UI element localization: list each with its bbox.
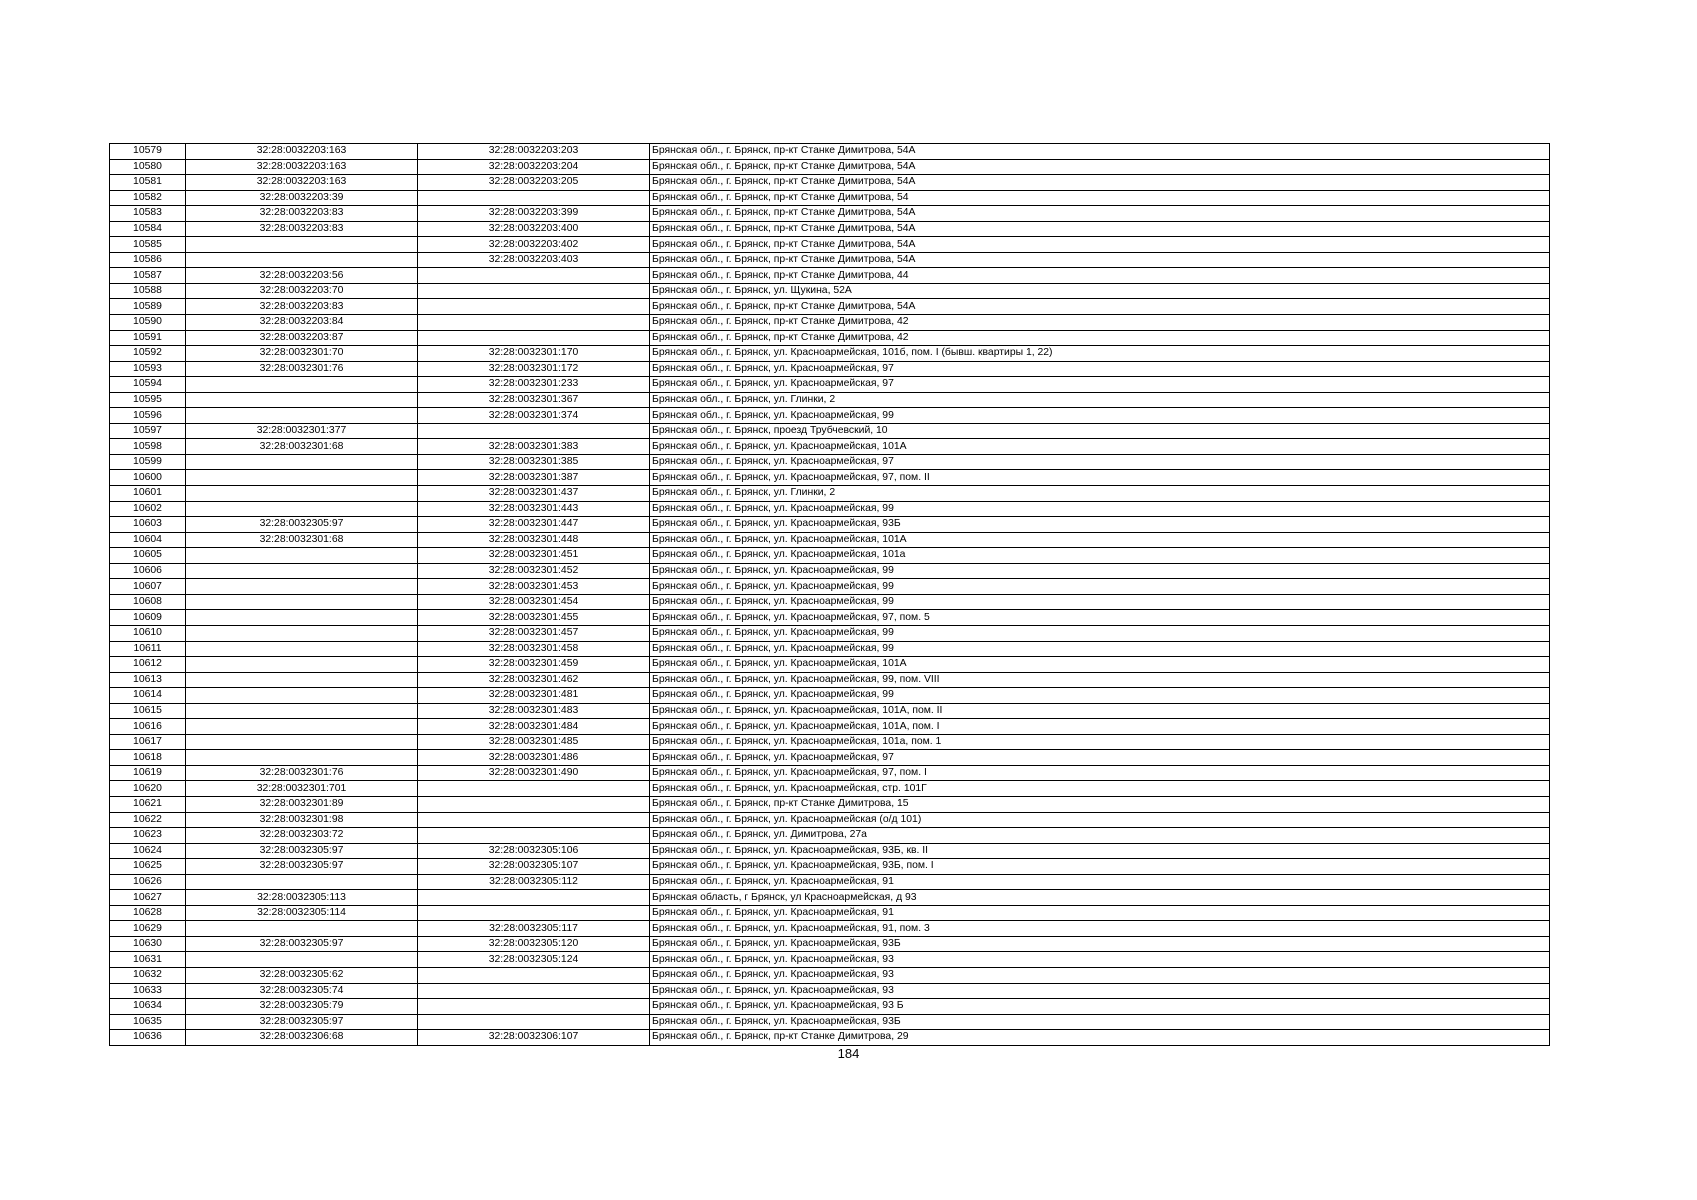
row-number-cell: 10607: [110, 579, 186, 595]
row-number-cell: 10606: [110, 563, 186, 579]
cadastral-number-cell: 32:28:0032305:97: [186, 936, 418, 952]
table-row: [110, 237, 1550, 253]
cadastral-number-cell: 32:28:0032301:76: [186, 765, 418, 781]
cadastral-number-cell: [186, 501, 418, 517]
row-number-cell: 10610: [110, 625, 186, 641]
cadastral-number-cell: 32:28:0032301:68: [186, 439, 418, 455]
object-cadastral-number-cell: 32:28:0032301:374: [418, 408, 650, 424]
row-number-cell: 10628: [110, 905, 186, 921]
address-cell: Брянская обл., г. Брянск, пр-кт Станке Димитрова, 54А: [650, 299, 1550, 315]
table-row: [110, 874, 1550, 890]
cadastral-number-cell: [186, 610, 418, 626]
cadastral-number-cell: 32:28:0032305:114: [186, 905, 418, 921]
table-row: [110, 688, 1550, 704]
row-number-cell: 10580: [110, 159, 186, 175]
table-row: [110, 641, 1550, 657]
object-cadastral-number-cell: [418, 423, 650, 439]
address-cell: Брянская обл., г. Брянск, ул. Красноармейская, 99: [650, 408, 1550, 424]
object-cadastral-number-cell: 32:28:0032301:233: [418, 377, 650, 393]
table-row: [110, 952, 1550, 968]
table-row: [110, 423, 1550, 439]
table-row: [110, 657, 1550, 673]
cadastral-number-cell: 32:28:0032305:97: [186, 859, 418, 875]
row-number-cell: 10593: [110, 361, 186, 377]
object-cadastral-number-cell: 32:28:0032203:203: [418, 144, 650, 160]
cadastral-number-cell: [186, 252, 418, 268]
address-cell: Брянская обл., г. Брянск, проезд Трубчевский, 10: [650, 423, 1550, 439]
row-number-cell: 10596: [110, 408, 186, 424]
cadastral-number-cell: [186, 641, 418, 657]
cadastral-number-cell: [186, 734, 418, 750]
cadastral-number-cell: 32:28:0032305:97: [186, 517, 418, 533]
row-number-cell: 10630: [110, 936, 186, 952]
table-row: [110, 563, 1550, 579]
table-row: [110, 190, 1550, 206]
object-cadastral-number-cell: [418, 905, 650, 921]
object-cadastral-number-cell: 32:28:0032301:451: [418, 548, 650, 564]
object-cadastral-number-cell: 32:28:0032203:400: [418, 221, 650, 237]
table-row: [110, 625, 1550, 641]
address-cell: Брянская обл., г. Брянск, пр-кт Станке Димитрова, 42: [650, 315, 1550, 331]
address-cell: Брянская обл., г. Брянск, ул. Глинки, 2: [650, 392, 1550, 408]
table-row: [110, 486, 1550, 502]
row-number-cell: 10623: [110, 828, 186, 844]
cadastral-number-cell: 32:28:0032305:79: [186, 999, 418, 1015]
cadastral-number-cell: 32:28:0032301:68: [186, 532, 418, 548]
object-cadastral-number-cell: 32:28:0032203:204: [418, 159, 650, 175]
cadastral-number-cell: 32:28:0032305:97: [186, 843, 418, 859]
table-row: [110, 1014, 1550, 1030]
cadastral-number-cell: [186, 750, 418, 766]
address-cell: Брянская область, г Брянск, ул Красноармейская, д 93: [650, 890, 1550, 906]
cadastral-number-cell: 32:28:0032305:74: [186, 983, 418, 999]
table-row: [110, 983, 1550, 999]
cadastral-number-cell: 32:28:0032301:70: [186, 346, 418, 362]
address-cell: Брянская обл., г. Брянск, ул. Щукина, 52А: [650, 283, 1550, 299]
table-row: [110, 377, 1550, 393]
cadastral-number-cell: 32:28:0032301:76: [186, 361, 418, 377]
address-cell: Брянская обл., г. Брянск, пр-кт Станке Димитрова, 54А: [650, 159, 1550, 175]
address-cell: Брянская обл., г. Брянск, ул. Красноармейская, 101А: [650, 657, 1550, 673]
address-cell: Брянская обл., г. Брянск, ул. Красноармейская, 99, пом. VIII: [650, 672, 1550, 688]
table-row: [110, 361, 1550, 377]
object-cadastral-number-cell: [418, 796, 650, 812]
address-cell: Брянская обл., г. Брянск, ул. Красноармейская, 99: [650, 563, 1550, 579]
object-cadastral-number-cell: 32:28:0032301:484: [418, 719, 650, 735]
object-cadastral-number-cell: 32:28:0032301:385: [418, 454, 650, 470]
object-cadastral-number-cell: 32:28:0032301:387: [418, 470, 650, 486]
cadastral-number-cell: [186, 579, 418, 595]
row-number-cell: 10585: [110, 237, 186, 253]
object-cadastral-number-cell: 32:28:0032203:205: [418, 175, 650, 191]
address-cell: Брянская обл., г. Брянск, ул. Красноармейская, 99: [650, 625, 1550, 641]
object-cadastral-number-cell: [418, 967, 650, 983]
row-number-cell: 10600: [110, 470, 186, 486]
object-cadastral-number-cell: 32:28:0032305:124: [418, 952, 650, 968]
object-cadastral-number-cell: 32:28:0032301:448: [418, 532, 650, 548]
table-row: [110, 672, 1550, 688]
cadastral-number-cell: 32:28:0032203:70: [186, 283, 418, 299]
address-cell: Брянская обл., г. Брянск, ул. Красноармейская, 99: [650, 579, 1550, 595]
table-row: [110, 206, 1550, 222]
registry-table: [109, 143, 1550, 1046]
address-cell: Брянская обл., г. Брянск, ул. Красноармейская, 97: [650, 361, 1550, 377]
address-cell: Брянская обл., г. Брянск, пр-кт Станке Димитрова, 54: [650, 190, 1550, 206]
cadastral-number-cell: [186, 874, 418, 890]
cadastral-number-cell: [186, 563, 418, 579]
address-cell: Брянская обл., г. Брянск, ул. Красноармейская, 101А, пом. I: [650, 719, 1550, 735]
address-cell: Брянская обл., г. Брянск, ул. Красноармейская, 93: [650, 952, 1550, 968]
row-number-cell: 10588: [110, 283, 186, 299]
object-cadastral-number-cell: 32:28:0032203:402: [418, 237, 650, 253]
object-cadastral-number-cell: 32:28:0032301:443: [418, 501, 650, 517]
object-cadastral-number-cell: 32:28:0032301:455: [418, 610, 650, 626]
table-row: [110, 594, 1550, 610]
address-cell: Брянская обл., г. Брянск, пр-кт Станке Димитрова, 29: [650, 1030, 1550, 1046]
row-number-cell: 10617: [110, 734, 186, 750]
cadastral-number-cell: 32:28:0032203:87: [186, 330, 418, 346]
object-cadastral-number-cell: 32:28:0032305:107: [418, 859, 650, 875]
object-cadastral-number-cell: [418, 283, 650, 299]
table-row: [110, 159, 1550, 175]
row-number-cell: 10602: [110, 501, 186, 517]
table-row: [110, 283, 1550, 299]
object-cadastral-number-cell: [418, 268, 650, 284]
table-row: [110, 734, 1550, 750]
object-cadastral-number-cell: 32:28:0032305:120: [418, 936, 650, 952]
row-number-cell: 10632: [110, 967, 186, 983]
row-number-cell: 10616: [110, 719, 186, 735]
cadastral-number-cell: [186, 237, 418, 253]
row-number-cell: 10612: [110, 657, 186, 673]
row-number-cell: 10595: [110, 392, 186, 408]
address-cell: Брянская обл., г. Брянск, ул. Красноармейская, 93 Б: [650, 999, 1550, 1015]
table-row: [110, 408, 1550, 424]
object-cadastral-number-cell: [418, 812, 650, 828]
object-cadastral-number-cell: 32:28:0032301:383: [418, 439, 650, 455]
object-cadastral-number-cell: [418, 299, 650, 315]
table-row: [110, 315, 1550, 331]
object-cadastral-number-cell: [418, 190, 650, 206]
row-number-cell: 10611: [110, 641, 186, 657]
address-cell: Брянская обл., г. Брянск, ул. Димитрова, 27а: [650, 828, 1550, 844]
row-number-cell: 10586: [110, 252, 186, 268]
address-cell: Брянская обл., г. Брянск, ул. Красноармейская, 101б, пом. I (бывш. квартиры 1, 22): [650, 346, 1550, 362]
object-cadastral-number-cell: 32:28:0032203:403: [418, 252, 650, 268]
row-number-cell: 10583: [110, 206, 186, 222]
object-cadastral-number-cell: 32:28:0032301:453: [418, 579, 650, 595]
cadastral-number-cell: 32:28:0032301:89: [186, 796, 418, 812]
cadastral-number-cell: [186, 470, 418, 486]
cadastral-number-cell: [186, 672, 418, 688]
object-cadastral-number-cell: 32:28:0032301:486: [418, 750, 650, 766]
row-number-cell: 10627: [110, 890, 186, 906]
cadastral-number-cell: [186, 377, 418, 393]
row-number-cell: 10614: [110, 688, 186, 704]
table-row: [110, 548, 1550, 564]
address-cell: Брянская обл., г. Брянск, пр-кт Станке Димитрова, 44: [650, 268, 1550, 284]
row-number-cell: 10615: [110, 703, 186, 719]
address-cell: Брянская обл., г. Брянск, ул. Красноармейская, стр. 101Г: [650, 781, 1550, 797]
cadastral-number-cell: [186, 594, 418, 610]
cadastral-number-cell: 32:28:0032203:56: [186, 268, 418, 284]
row-number-cell: 10594: [110, 377, 186, 393]
cadastral-number-cell: 32:28:0032305:97: [186, 1014, 418, 1030]
row-number-cell: 10589: [110, 299, 186, 315]
cadastral-number-cell: 32:28:0032306:68: [186, 1030, 418, 1046]
address-cell: Брянская обл., г. Брянск, пр-кт Станке Димитрова, 42: [650, 330, 1550, 346]
object-cadastral-number-cell: [418, 315, 650, 331]
row-number-cell: 10613: [110, 672, 186, 688]
cadastral-number-cell: [186, 952, 418, 968]
address-cell: Брянская обл., г. Брянск, ул. Красноармейская, 101а, пом. 1: [650, 734, 1550, 750]
row-number-cell: 10625: [110, 859, 186, 875]
row-number-cell: 10635: [110, 1014, 186, 1030]
cadastral-number-cell: 32:28:0032203:83: [186, 206, 418, 222]
address-cell: Брянская обл., г. Брянск, ул. Красноармейская, 101А: [650, 439, 1550, 455]
address-cell: Брянская обл., г. Брянск, ул. Красноармейская, 93Б, кв. II: [650, 843, 1550, 859]
cadastral-number-cell: [186, 392, 418, 408]
object-cadastral-number-cell: [418, 781, 650, 797]
table-row: [110, 843, 1550, 859]
table-row: [110, 144, 1550, 160]
row-number-cell: 10626: [110, 874, 186, 890]
table-row: [110, 330, 1550, 346]
cadastral-number-cell: 32:28:0032203:39: [186, 190, 418, 206]
address-cell: Брянская обл., г. Брянск, пр-кт Станке Димитрова, 54А: [650, 175, 1550, 191]
cadastral-number-cell: [186, 408, 418, 424]
cadastral-number-cell: 32:28:0032301:701: [186, 781, 418, 797]
row-number-cell: 10587: [110, 268, 186, 284]
row-number-cell: 10618: [110, 750, 186, 766]
object-cadastral-number-cell: [418, 828, 650, 844]
row-number-cell: 10633: [110, 983, 186, 999]
row-number-cell: 10601: [110, 486, 186, 502]
address-cell: Брянская обл., г. Брянск, ул. Красноармейская, 91: [650, 905, 1550, 921]
cadastral-number-cell: 32:28:0032203:163: [186, 159, 418, 175]
table-row: [110, 392, 1550, 408]
object-cadastral-number-cell: 32:28:0032301:457: [418, 625, 650, 641]
object-cadastral-number-cell: [418, 999, 650, 1015]
table-row: [110, 859, 1550, 875]
table-row: [110, 921, 1550, 937]
cadastral-number-cell: 32:28:0032203:163: [186, 175, 418, 191]
table-row: [110, 454, 1550, 470]
cadastral-number-cell: [186, 688, 418, 704]
registry-table-body: [110, 144, 1550, 1046]
row-number-cell: 10592: [110, 346, 186, 362]
object-cadastral-number-cell: 32:28:0032301:481: [418, 688, 650, 704]
object-cadastral-number-cell: [418, 1014, 650, 1030]
row-number-cell: 10599: [110, 454, 186, 470]
address-cell: Брянская обл., г. Брянск, пр-кт Станке Димитрова, 54А: [650, 144, 1550, 160]
address-cell: Брянская обл., г. Брянск, ул. Глинки, 2: [650, 486, 1550, 502]
table-row: [110, 299, 1550, 315]
address-cell: Брянская обл., г. Брянск, ул. Красноармейская, 97: [650, 750, 1550, 766]
object-cadastral-number-cell: 32:28:0032301:170: [418, 346, 650, 362]
cadastral-number-cell: 32:28:0032203:84: [186, 315, 418, 331]
table-row: [110, 796, 1550, 812]
object-cadastral-number-cell: [418, 330, 650, 346]
row-number-cell: 10609: [110, 610, 186, 626]
object-cadastral-number-cell: 32:28:0032301:490: [418, 765, 650, 781]
table-row: [110, 252, 1550, 268]
row-number-cell: 10581: [110, 175, 186, 191]
table-row: [110, 517, 1550, 533]
row-number-cell: 10591: [110, 330, 186, 346]
row-number-cell: 10629: [110, 921, 186, 937]
row-number-cell: 10608: [110, 594, 186, 610]
address-cell: Брянская обл., г. Брянск, ул. Красноармейская, 93Б: [650, 936, 1550, 952]
address-cell: Брянская обл., г. Брянск, ул. Красноармейская, 101А, пом. II: [650, 703, 1550, 719]
table-row: [110, 828, 1550, 844]
cadastral-number-cell: 32:28:0032203:83: [186, 299, 418, 315]
row-number-cell: 10636: [110, 1030, 186, 1046]
table-row: [110, 470, 1550, 486]
row-number-cell: 10605: [110, 548, 186, 564]
row-number-cell: 10604: [110, 532, 186, 548]
cadastral-number-cell: 32:28:0032301:98: [186, 812, 418, 828]
object-cadastral-number-cell: 32:28:0032305:117: [418, 921, 650, 937]
cadastral-number-cell: [186, 486, 418, 502]
object-cadastral-number-cell: 32:28:0032301:172: [418, 361, 650, 377]
row-number-cell: 10619: [110, 765, 186, 781]
table-row: [110, 967, 1550, 983]
address-cell: Брянская обл., г. Брянск, пр-кт Станке Димитрова, 54А: [650, 237, 1550, 253]
row-number-cell: 10584: [110, 221, 186, 237]
table-row: [110, 439, 1550, 455]
object-cadastral-number-cell: 32:28:0032203:399: [418, 206, 650, 222]
cadastral-number-cell: [186, 703, 418, 719]
address-cell: Брянская обл., г. Брянск, ул. Красноармейская, 93: [650, 967, 1550, 983]
cadastral-number-cell: 32:28:0032303:72: [186, 828, 418, 844]
row-number-cell: 10603: [110, 517, 186, 533]
address-cell: Брянская обл., г. Брянск, ул. Красноармейская, 97, пом. 5: [650, 610, 1550, 626]
address-cell: Брянская обл., г. Брянск, ул. Красноармейская, 93Б: [650, 517, 1550, 533]
table-row: [110, 936, 1550, 952]
cadastral-number-cell: [186, 719, 418, 735]
table-row: [110, 765, 1550, 781]
table-row: [110, 890, 1550, 906]
object-cadastral-number-cell: 32:28:0032301:447: [418, 517, 650, 533]
row-number-cell: 10582: [110, 190, 186, 206]
object-cadastral-number-cell: [418, 983, 650, 999]
cadastral-number-cell: [186, 454, 418, 470]
table-row: [110, 579, 1550, 595]
cadastral-number-cell: 32:28:0032305:62: [186, 967, 418, 983]
object-cadastral-number-cell: 32:28:0032301:452: [418, 563, 650, 579]
table-row: [110, 268, 1550, 284]
address-cell: Брянская обл., г. Брянск, ул. Красноармейская (о/д 101): [650, 812, 1550, 828]
address-cell: Брянская обл., г. Брянск, ул. Красноармейская, 99: [650, 501, 1550, 517]
object-cadastral-number-cell: 32:28:0032305:106: [418, 843, 650, 859]
row-number-cell: 10621: [110, 796, 186, 812]
table-row: [110, 610, 1550, 626]
row-number-cell: 10631: [110, 952, 186, 968]
cadastral-number-cell: [186, 625, 418, 641]
address-cell: Брянская обл., г. Брянск, пр-кт Станке Димитрова, 15: [650, 796, 1550, 812]
address-cell: Брянская обл., г. Брянск, пр-кт Станке Димитрова, 54А: [650, 252, 1550, 268]
table-row: [110, 501, 1550, 517]
address-cell: Брянская обл., г. Брянск, ул. Красноармейская, 101а: [650, 548, 1550, 564]
object-cadastral-number-cell: 32:28:0032301:437: [418, 486, 650, 502]
table-row: [110, 175, 1550, 191]
table-row: [110, 905, 1550, 921]
object-cadastral-number-cell: 32:28:0032301:485: [418, 734, 650, 750]
object-cadastral-number-cell: 32:28:0032301:459: [418, 657, 650, 673]
row-number-cell: 10622: [110, 812, 186, 828]
address-cell: Брянская обл., г. Брянск, пр-кт Станке Димитрова, 54А: [650, 221, 1550, 237]
address-cell: Брянская обл., г. Брянск, ул. Красноармейская, 99: [650, 594, 1550, 610]
object-cadastral-number-cell: 32:28:0032305:112: [418, 874, 650, 890]
address-cell: Брянская обл., г. Брянск, ул. Красноармейская, 93Б, пом. I: [650, 859, 1550, 875]
table-row: [110, 812, 1550, 828]
row-number-cell: 10579: [110, 144, 186, 160]
object-cadastral-number-cell: 32:28:0032301:462: [418, 672, 650, 688]
cadastral-number-cell: 32:28:0032301:377: [186, 423, 418, 439]
address-cell: Брянская обл., г. Брянск, ул. Красноармейская, 91: [650, 874, 1550, 890]
table-row: [110, 719, 1550, 735]
table-row: [110, 1030, 1550, 1046]
cadastral-number-cell: 32:28:0032203:83: [186, 221, 418, 237]
address-cell: Брянская обл., г. Брянск, ул. Красноармейская, 97: [650, 377, 1550, 393]
row-number-cell: 10634: [110, 999, 186, 1015]
cadastral-number-cell: [186, 548, 418, 564]
object-cadastral-number-cell: 32:28:0032301:454: [418, 594, 650, 610]
table-row: [110, 999, 1550, 1015]
table-row: [110, 221, 1550, 237]
table-row: [110, 703, 1550, 719]
object-cadastral-number-cell: 32:28:0032301:367: [418, 392, 650, 408]
page-number: 184: [837, 1046, 860, 1061]
cadastral-number-cell: 32:28:0032203:163: [186, 144, 418, 160]
row-number-cell: 10598: [110, 439, 186, 455]
cadastral-number-cell: 32:28:0032305:113: [186, 890, 418, 906]
address-cell: Брянская обл., г. Брянск, ул. Красноармейская, 101А: [650, 532, 1550, 548]
row-number-cell: 10624: [110, 843, 186, 859]
address-cell: Брянская обл., г. Брянск, ул. Красноармейская, 99: [650, 688, 1550, 704]
object-cadastral-number-cell: 32:28:0032306:107: [418, 1030, 650, 1046]
object-cadastral-number-cell: 32:28:0032301:458: [418, 641, 650, 657]
address-cell: Брянская обл., г. Брянск, пр-кт Станке Димитрова, 54А: [650, 206, 1550, 222]
address-cell: Брянская обл., г. Брянск, ул. Красноармейская, 97: [650, 454, 1550, 470]
object-cadastral-number-cell: [418, 890, 650, 906]
address-cell: Брянская обл., г. Брянск, ул. Красноармейская, 93: [650, 983, 1550, 999]
address-cell: Брянская обл., г. Брянск, ул. Красноармейская, 99: [650, 641, 1550, 657]
address-cell: Брянская обл., г. Брянск, ул. Красноармейская, 97, пом. II: [650, 470, 1550, 486]
table-row: [110, 750, 1550, 766]
table-row: [110, 781, 1550, 797]
row-number-cell: 10590: [110, 315, 186, 331]
table-row: [110, 346, 1550, 362]
row-number-cell: 10620: [110, 781, 186, 797]
cadastral-number-cell: [186, 921, 418, 937]
table-row: [110, 532, 1550, 548]
row-number-cell: 10597: [110, 423, 186, 439]
address-cell: Брянская обл., г. Брянск, ул. Красноармейская, 91, пом. 3: [650, 921, 1550, 937]
address-cell: Брянская обл., г. Брянск, ул. Красноармейская, 93Б: [650, 1014, 1550, 1030]
address-cell: Брянская обл., г. Брянск, ул. Красноармейская, 97, пом. I: [650, 765, 1550, 781]
cadastral-number-cell: [186, 657, 418, 673]
object-cadastral-number-cell: 32:28:0032301:483: [418, 703, 650, 719]
